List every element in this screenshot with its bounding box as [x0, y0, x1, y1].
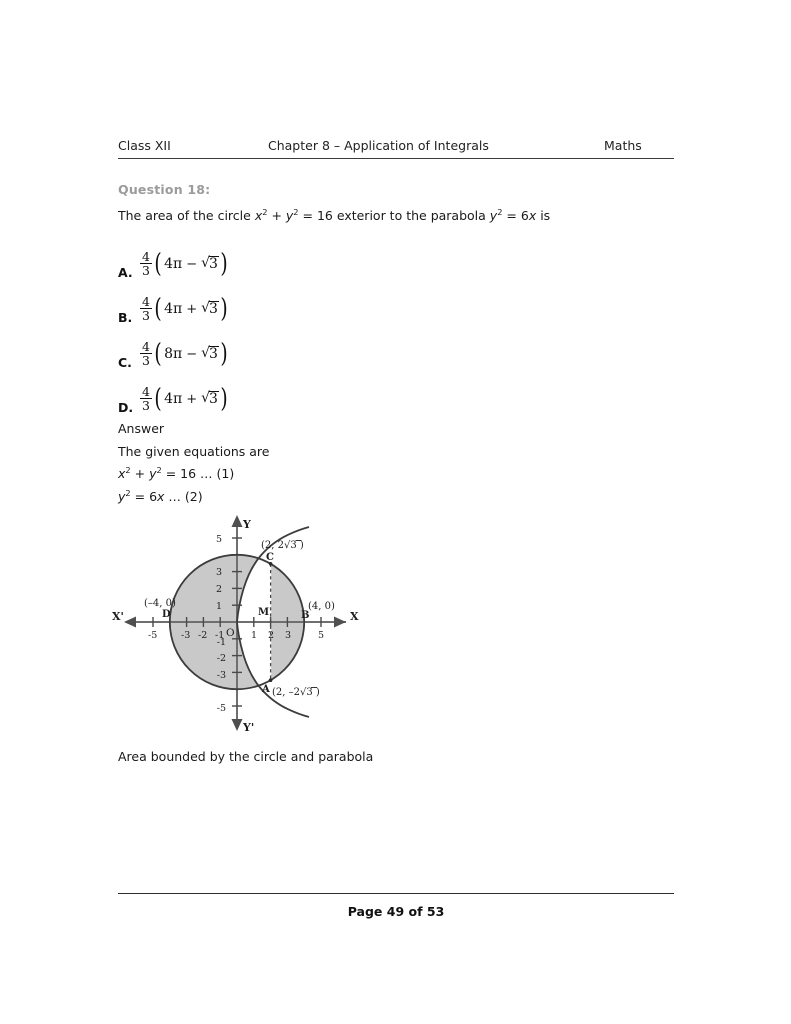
option-a-denominator: 3 — [142, 262, 150, 278]
y-tick-label-1: 1 — [215, 601, 222, 612]
option-b-denominator: 3 — [142, 307, 150, 323]
open-paren-icon: ( — [154, 248, 162, 279]
eq1-var-y: y — [149, 466, 157, 481]
option-b-radicand: 3 — [209, 301, 218, 318]
y-tick-label-3: 3 — [215, 567, 222, 578]
page-header — [118, 138, 674, 153]
y-negative-axis-arrow — [232, 719, 243, 731]
question-var-y2: y — [489, 208, 498, 223]
sqrt-icon: √ — [201, 390, 211, 407]
point-a-label: A — [262, 684, 270, 695]
x-tick-label-3: 3 — [285, 630, 292, 641]
option-d-lead: 4π — [164, 391, 183, 408]
point-a-marker — [269, 678, 273, 682]
option-b-expression — [140, 293, 229, 328]
option-b-radical — [201, 301, 219, 317]
point-a-coord-radicand: 3 — [306, 687, 313, 698]
option-b-lead: 4π — [164, 301, 183, 318]
sqrt-icon: √ — [201, 345, 211, 362]
svg-text:(2, –2√3 ): (2, –2√3 ) — [272, 687, 320, 698]
option-c-radical — [201, 346, 219, 362]
option-d-expression — [140, 383, 229, 418]
option-a-fraction — [140, 250, 152, 278]
close-paren-icon: ) — [220, 338, 228, 369]
x-tick-label--5: -5 — [148, 630, 158, 641]
answer-heading: Answer — [118, 421, 165, 436]
footer-divider — [118, 893, 674, 894]
x-tick-label--1: -1 — [215, 630, 225, 641]
eq1-rest: = 16 … (1) — [161, 466, 235, 481]
option-b-operator: + — [186, 301, 198, 317]
header-chapter: Chapter 8 – Application of Integrals — [268, 138, 489, 153]
y-tick-label--5: -5 — [216, 703, 226, 714]
open-paren-icon: ( — [154, 293, 162, 324]
option-c-radicand: 3 — [209, 346, 218, 363]
answer-intro: The given equations are — [118, 444, 270, 459]
origin-label: O — [226, 627, 235, 639]
x-axis-label: X — [350, 610, 359, 623]
y-tick-label--1: -1 — [216, 637, 226, 648]
answer-equation-2 — [118, 489, 203, 504]
eq1-plus: + — [130, 466, 150, 481]
x-tick-label-1: 1 — [251, 630, 258, 641]
option-c-denominator: 3 — [142, 352, 150, 368]
open-paren-icon: ( — [154, 338, 162, 369]
option-c-lead: 8π — [164, 346, 183, 363]
point-m-label: M — [258, 607, 270, 618]
y-tick-label-2: 2 — [215, 584, 222, 595]
question-text-part1: The area of the circle — [118, 208, 255, 223]
x-negative-axis-label: X' — [112, 610, 124, 623]
point-a-coordinate — [272, 687, 320, 698]
y-tick-label--2: -2 — [216, 653, 226, 664]
option-d-radicand: 3 — [209, 391, 218, 408]
question-text-eq16: = 16 exterior to the parabola — [298, 208, 490, 223]
eq1-exp-1: 2 — [125, 464, 131, 475]
point-c-coord-pre: (2, 2 — [261, 540, 284, 551]
open-paren-icon: ( — [154, 383, 162, 414]
point-b-coordinate: (4, 0) — [308, 601, 335, 612]
x-axis-arrow — [334, 617, 346, 628]
point-d-coordinate: (–4, 0) — [144, 598, 176, 609]
option-a-letter: A. — [118, 265, 133, 280]
option-a-numerator: 4 — [142, 248, 150, 264]
option-d-fraction — [140, 385, 152, 413]
answer-equation-1 — [118, 466, 234, 481]
eq1-exp-2: 2 — [156, 464, 162, 475]
question-var-y: y — [285, 208, 294, 223]
question-exp-2: 2 — [293, 206, 299, 217]
point-a-coord-post: ) — [312, 687, 320, 698]
question-plus: + — [267, 208, 286, 223]
point-b-label: B — [301, 610, 310, 621]
option-c-expression — [140, 338, 229, 373]
option-a-operator: − — [186, 256, 198, 272]
y-tick-label--3: -3 — [216, 670, 226, 681]
option-b[interactable] — [118, 283, 229, 327]
y-axis-label: Y — [243, 518, 251, 531]
question-text — [118, 208, 550, 223]
question-text-eq6x: = 6 — [502, 208, 529, 223]
y-negative-axis-label: Y' — [243, 721, 255, 734]
point-c-coord-post: ) — [296, 540, 304, 551]
header-subject: Maths — [604, 138, 642, 153]
figure-caption: Area bounded by the circle and parabola — [118, 749, 374, 764]
option-b-letter: B. — [118, 310, 133, 325]
option-a-expression — [140, 248, 229, 283]
header-class: Class XII — [118, 138, 171, 153]
eq2-var-y: y — [118, 489, 126, 504]
point-c-label: C — [266, 552, 274, 563]
option-a-radicand: 3 — [209, 256, 218, 273]
x-negative-axis-arrow — [124, 617, 136, 628]
x-tick-label-5: 5 — [318, 630, 325, 641]
option-d-operator: + — [186, 391, 198, 407]
eq2-var-x: x — [157, 489, 165, 504]
question-exp-1: 2 — [262, 206, 268, 217]
option-a-radical — [201, 256, 219, 272]
point-a-coord-pre: (2, –2 — [272, 687, 300, 698]
eq2-rest-pre: = 6 — [130, 489, 158, 504]
svg-text:(2, 2√3 ): (2, 2√3 ) — [261, 540, 304, 551]
option-d-letter: D. — [118, 400, 134, 415]
option-c-letter: C. — [118, 355, 132, 370]
eq1-var-x: x — [118, 466, 126, 481]
option-c-fraction — [140, 340, 152, 368]
y-axis-arrow — [232, 515, 243, 527]
question-exp-3: 2 — [497, 206, 503, 217]
close-paren-icon: ) — [220, 248, 228, 279]
sqrt-icon: √ — [201, 300, 211, 317]
option-c-numerator: 4 — [142, 338, 150, 354]
close-paren-icon: ) — [220, 293, 228, 324]
eq2-exp-1: 2 — [125, 487, 131, 498]
option-d[interactable] — [118, 373, 229, 417]
sqrt-icon: √ — [201, 255, 211, 272]
option-b-numerator: 4 — [142, 293, 150, 309]
y-tick-label-5: 5 — [215, 534, 222, 545]
header-divider — [118, 158, 674, 159]
x-tick-label-2: 2 — [268, 630, 275, 641]
question-var-x2: x — [528, 208, 537, 223]
option-b-fraction — [140, 295, 152, 323]
point-d-label: D — [162, 609, 171, 620]
graph-svg — [110, 505, 390, 737]
graph-figure — [110, 505, 390, 737]
question-text-tail: is — [536, 208, 551, 223]
close-paren-icon: ) — [220, 383, 228, 414]
x-tick-label--3: -3 — [181, 630, 191, 641]
question-var-x: x — [254, 208, 263, 223]
point-c-coord-radicand: 3 — [290, 540, 297, 551]
option-a-lead: 4π — [164, 256, 183, 273]
point-c-coordinate — [261, 540, 304, 551]
question-label: Question 18: — [118, 182, 211, 197]
eq2-rest: … (2) — [164, 489, 203, 504]
option-c[interactable] — [118, 328, 229, 372]
option-c-operator: − — [186, 346, 198, 362]
footer-page-number: Page 49 of 53 — [347, 904, 445, 919]
option-d-denominator: 3 — [142, 397, 150, 413]
option-d-radical — [201, 391, 219, 407]
x-tick-label--2: -2 — [198, 630, 208, 641]
option-d-numerator: 4 — [142, 383, 150, 399]
option-a[interactable] — [118, 238, 229, 282]
